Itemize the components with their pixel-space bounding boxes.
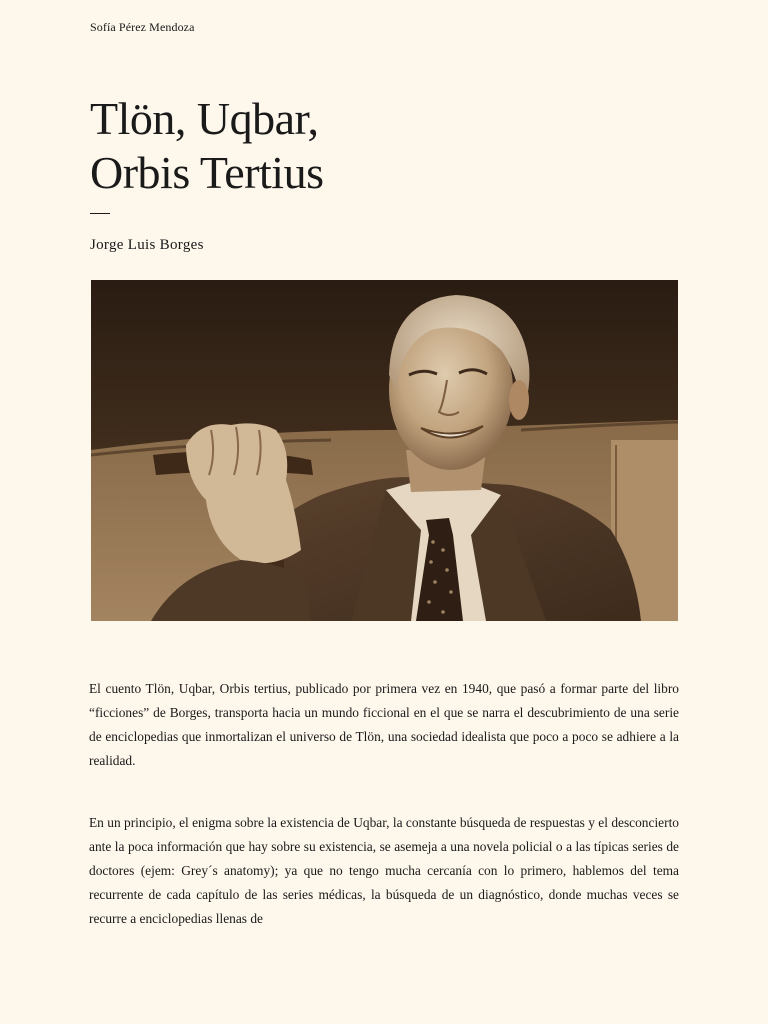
author-name: Sofía Pérez Mendoza bbox=[90, 20, 195, 34]
portrait-photo bbox=[91, 280, 678, 621]
subject-author: Jorge Luis Borges bbox=[90, 237, 204, 253]
title-line-2: Orbis Tertius bbox=[90, 147, 324, 198]
title-divider bbox=[90, 213, 110, 214]
portrait-image bbox=[91, 280, 678, 621]
page-title bbox=[90, 92, 323, 200]
title-line-1: Tlön, Uqbar, bbox=[90, 93, 319, 144]
body-paragraph-1: El cuento Tlön, Uqbar, Orbis tertius, publicado por primera vez en 1940, que pasó a formar parte del libro “ficciones” de Borges, transporta hacia un mundo ficcional en el que se narra el descubrimiento de una serie de enciclopedias que inmortalizan el universo de Tlön, una sociedad idealista que poco a poco se adhiere a la realidad. bbox=[89, 681, 679, 768]
body-paragraph-2: En un principio, el enigma sobre la existencia de Uqbar, la constante búsqueda de respuestas y el desconcierto ante la poca información que hay sobre su existencia, se asemeja a una novela policial o a las típicas series de doctores (ejem: Grey´s anatomy); ya que no tengo mucha cercanía con lo primero, hablemos del tema recurrente de cada capítulo de las series médicas, la búsqueda de un diagnóstico, donde muchas veces se recurre a enciclopedias llenas de bbox=[89, 815, 679, 926]
